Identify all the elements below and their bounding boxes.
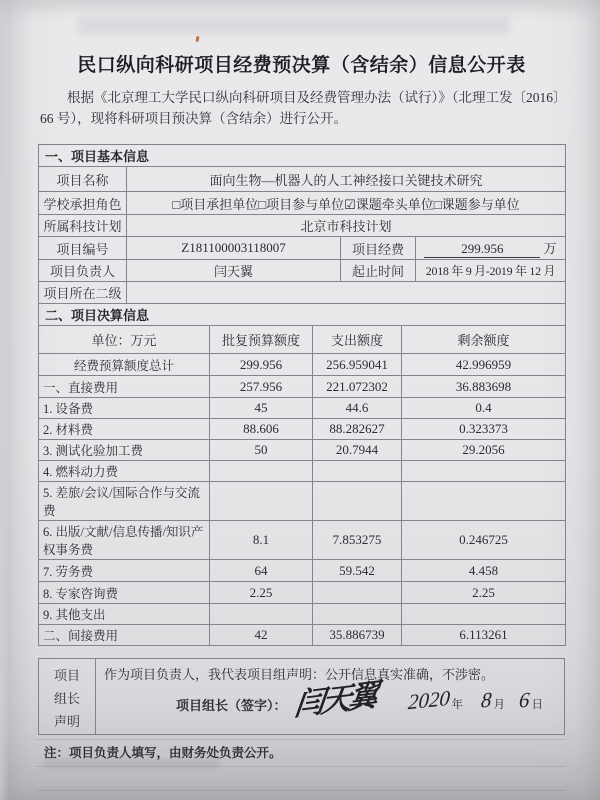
period-value: 2018 年 9 月-2019 年 12 月 [416,260,566,282]
row-spent: 20.7944 [313,440,402,461]
row-name: 二、间接费用 [39,625,210,646]
day-unit: 日 [531,699,544,712]
plan-label: 所属科技计划 [39,215,127,237]
pi-label: 项目负责人 [39,260,127,282]
section1-title: 一、项目基本信息 [39,145,566,167]
footer-note: 注：项目负责人填写，由财务处负责公开。 [44,746,282,761]
role-options [127,192,566,215]
row-budget: 45 [210,398,313,419]
section2-title: 二、项目决算信息 [39,304,566,326]
role-option [258,197,344,212]
row-name: 3. 测试化验加工费 [39,440,210,461]
budget-header-row [39,326,566,354]
row-name: 经费预算额度总计 [39,354,210,376]
dept-value [127,282,566,304]
scan-showthrough-top [78,17,510,34]
declaration-body [96,659,565,735]
row-name: 6. 出版/文献/信息传播/知识产权事务费 [39,521,210,560]
dept-row [39,282,566,304]
checkbox-unchecked-icon: □ [172,196,181,212]
row-name: 7. 劳务费 [39,560,210,582]
row-budget: 299.956 [210,354,313,376]
declaration-label-line: 项目 [53,668,80,684]
month-unit: 月 [493,699,506,712]
row-remain [402,604,566,625]
role-option-label: 课题牵头单位 [355,196,434,212]
row-name: 9. 其他支出 [39,604,210,625]
budget-row [39,521,566,560]
fund-label: 项目经费 [341,237,416,260]
fund-cell [416,237,566,260]
section-header-row [39,304,566,326]
year-unit: 年 [451,699,464,712]
declaration-table [38,658,565,735]
row-spent: 221.072302 [313,376,402,398]
handwritten-day: 6 [518,686,531,713]
row-budget [210,482,313,521]
row-name: 4. 燃料动力费 [39,461,210,482]
budget-row [39,376,566,398]
declaration-row [39,659,565,735]
budget-row [39,625,566,646]
row-remain: 0.4 [402,398,566,419]
budget-row [39,461,566,482]
row-remain: 0.246725 [402,521,566,560]
row-remain: 4.458 [402,560,566,582]
row-spent [313,461,402,482]
row-remain: 29.2056 [402,440,566,461]
checkbox-checked-icon: ☑ [344,196,356,212]
row-budget: 257.956 [210,376,313,398]
row-budget [210,604,313,625]
role-option [434,197,520,212]
row-remain: 36.883698 [402,376,566,398]
project-name-label: 项目名称 [39,167,127,192]
budget-row [39,398,566,419]
plan-row [39,215,566,237]
declaration-label [39,659,96,735]
section-header-row [39,145,566,167]
pi-value: 闫天翼 [127,260,341,282]
basic-info-table [38,144,566,326]
page-title: 民口纵向科研项目经费预决算（含结余）信息公开表 [77,55,526,76]
budget-row-total [39,354,566,376]
handwritten-year: 2020 [406,685,451,714]
row-remain: 42.996959 [402,354,566,376]
role-option [344,197,434,212]
row-name: 一、直接费用 [39,376,210,398]
row-spent: 7.853275 [313,521,402,560]
project-name-row [39,167,566,192]
unit-header: 单位：万元 [39,326,210,354]
budget-row [39,604,566,625]
declaration-label-line: 声明 [53,713,80,729]
handwritten-month: 8 [480,686,493,713]
col-budget-header: 批复预算额度 [210,326,313,354]
showthrough-line [36,766,566,767]
row-spent [313,582,402,604]
row-spent: 59.542 [313,560,402,582]
row-budget: 50 [210,440,313,461]
row-remain [402,461,566,482]
budget-row [39,560,566,582]
budget-row [39,440,566,461]
row-name: 2. 材料费 [39,419,210,440]
row-budget: 42 [210,625,313,646]
scan-edge-highlight [0,0,9,800]
row-remain: 6.113261 [402,625,566,646]
row-name: 5. 差旅/会议/国际合作与交流费 [39,482,210,521]
row-spent [313,604,402,625]
budget-row [39,419,566,440]
row-remain: 0.323373 [402,419,566,440]
row-spent: 256.959041 [313,354,402,376]
sign-label: 项目组长（签字）： [176,697,287,713]
fund-unit: 万 [543,241,557,257]
fund-value: 299.956 [424,241,540,258]
project-code-value: Z181100003118007 [127,237,341,260]
budget-row [39,482,566,521]
row-budget: 8.1 [210,521,313,560]
row-remain [402,482,566,521]
role-option-label: 课题参与单位 [441,196,520,212]
code-fund-row [39,237,566,260]
row-name: 8. 专家咨询费 [39,582,210,604]
checkbox-unchecked-icon: □ [433,196,442,212]
row-budget: 88.606 [210,419,313,440]
signature-row [176,678,556,723]
declaration-label-line: 组长 [53,690,80,706]
project-code-label: 项目编号 [39,237,127,260]
role-option [172,197,258,212]
row-spent: 44.6 [313,398,402,419]
row-budget [210,461,313,482]
role-option-label: 项目参与单位 [266,196,345,212]
period-label: 起止时间 [341,260,416,282]
handwritten-signature: 闫天翼 [292,678,377,723]
row-name: 1. 设备费 [39,398,210,419]
pi-period-row [39,260,566,282]
budget-table [38,325,566,646]
col-spent-header: 支出额度 [313,326,402,354]
project-name-value: 面向生物—机器人的人工神经接口关键技术研究 [127,167,566,192]
role-label: 学校承担角色 [39,192,127,215]
role-option-label: 项目承担单位 [180,196,259,212]
checkbox-unchecked-icon: □ [258,196,267,212]
form-content [38,50,565,761]
role-row [39,192,566,215]
showthrough-line [36,790,566,791]
row-remain: 2.25 [402,582,566,604]
col-remain-header: 剩余额度 [402,326,566,354]
plan-value: 北京市科技计划 [127,215,566,237]
intro-paragraph: 根据《北京理工大学民口纵向科研项目及经费管理办法（试行）》（北理工发〔2016〕66 号），现将科研项目预决算（含结余）进行公开。 [40,90,560,126]
budget-row [39,582,566,604]
scan-artifact-speck [195,36,199,42]
declaration-statement: 作为项目负责人，我代表项目组声明：公开信息真实准确，不涉密。 [104,667,495,683]
row-budget: 2.25 [210,582,313,604]
row-spent: 88.282627 [313,419,402,440]
row-budget: 64 [210,560,313,582]
dept-label: 项目所在二级 [39,282,127,304]
row-spent: 35.886739 [313,625,402,646]
row-spent [313,482,402,521]
